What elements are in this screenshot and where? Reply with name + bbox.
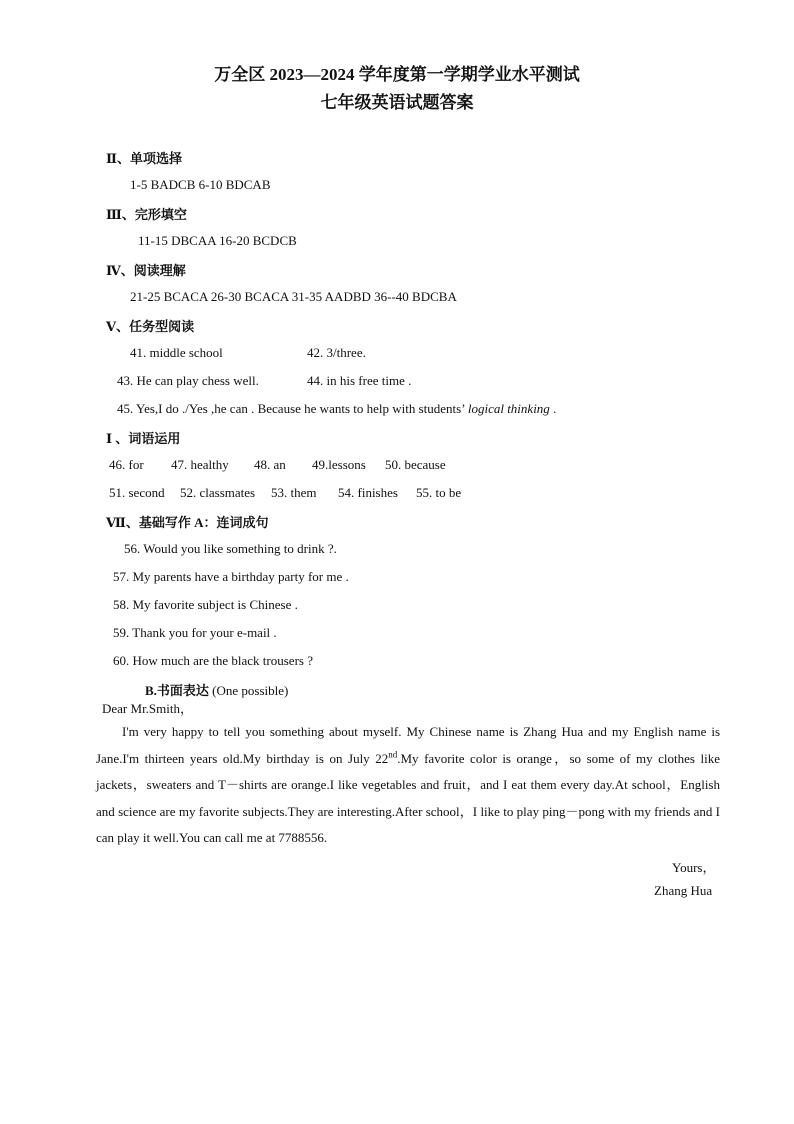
section-3-answers: 11-15 DBCAA 16-20 BCDCB xyxy=(138,233,297,248)
letter-body xyxy=(96,719,720,852)
answer-58: 58. My favorite subject is Chinese . xyxy=(113,597,298,612)
page-subtitle: 七年级英语试题答案 xyxy=(320,93,474,112)
section-5-heading: Ⅴ、任务型阅读 xyxy=(106,319,195,334)
answer-55: 55. to be xyxy=(416,485,462,500)
answer-56: 56. Would you like something to drink ?. xyxy=(124,541,337,556)
answer-45-text: 45. Yes,I do ./Yes ,he can . Because he wants to help with students’ xyxy=(117,401,468,416)
answer-51: 51. second xyxy=(109,485,165,500)
answer-47: 47. healthy xyxy=(171,457,229,472)
answer-50: 50. because xyxy=(385,457,446,472)
letter-signature: Zhang Hua xyxy=(654,883,713,898)
answer-54: 54. finishes xyxy=(338,485,398,500)
letter-body-part2: .My favorite color is orange，so some of my clothes like jackets，sweaters and T－shirts are orange.I like vegetables and fruit，and I eat them every day.At school，English and science are my favorite subjects.They are interesting.After school，I like to play ping－pong with my friends and I can play it well.You can call me at 7788556. xyxy=(96,750,720,845)
answer-60: 60. How much are the black trousers ? xyxy=(113,653,313,668)
writing-b-heading xyxy=(145,680,288,699)
answer-53: 53. them xyxy=(271,485,317,500)
section-2-heading: Ⅱ、单项选择 xyxy=(106,151,182,166)
answer-43: 43. He can play chess well. xyxy=(117,373,259,388)
answer-52: 52. classmates xyxy=(180,485,256,500)
section-2-answers: 1-5 BADCB 6-10 BDCAB xyxy=(130,177,271,192)
writing-b-label: B.书面表达 xyxy=(145,683,209,698)
answer-45-end: . xyxy=(549,401,557,416)
answer-45 xyxy=(117,401,556,417)
answer-44: 44. in his free time . xyxy=(307,373,412,388)
section-1-heading: Ⅰ 、词语运用 xyxy=(106,431,181,446)
page-title: 万全区 2023—2024 学年度第一学期学业水平测试 xyxy=(214,65,580,84)
answer-49: 49.lessons xyxy=(312,457,366,472)
answer-41: 41. middle school xyxy=(130,345,223,360)
section-4-heading: Ⅳ、阅读理解 xyxy=(106,263,186,278)
section-3-heading: Ⅲ、完形填空 xyxy=(106,207,187,222)
letter-body-sup: nd xyxy=(388,749,398,760)
answer-42: 42. 3/three. xyxy=(307,345,366,360)
answer-57: 57. My parents have a birthday party for me . xyxy=(113,569,349,584)
letter-closing: Yours， xyxy=(672,860,716,875)
writing-b-note: (One possible) xyxy=(208,683,289,698)
section-4-answers: 21-25 BCACA 26-30 BCACA 31-35 AADBD 36--40 BDCBA xyxy=(130,289,457,304)
answer-45-italic: logical thinking xyxy=(467,401,550,416)
section-7-heading: Ⅶ、基础写作 A：连词成句 xyxy=(106,515,269,530)
letter-greeting: Dear Mr.Smith， xyxy=(102,701,193,716)
answer-46: 46. for xyxy=(109,457,144,472)
answer-59: 59. Thank you for your e-mail . xyxy=(113,625,277,640)
letter-body-part1: I'm very happy to tell you something about myself. My Chinese name is Zhang Hua and my English name is Jane.I'm thirteen years old.My birthday is on July 22 xyxy=(96,724,720,766)
answer-48: 48. an xyxy=(254,457,286,472)
